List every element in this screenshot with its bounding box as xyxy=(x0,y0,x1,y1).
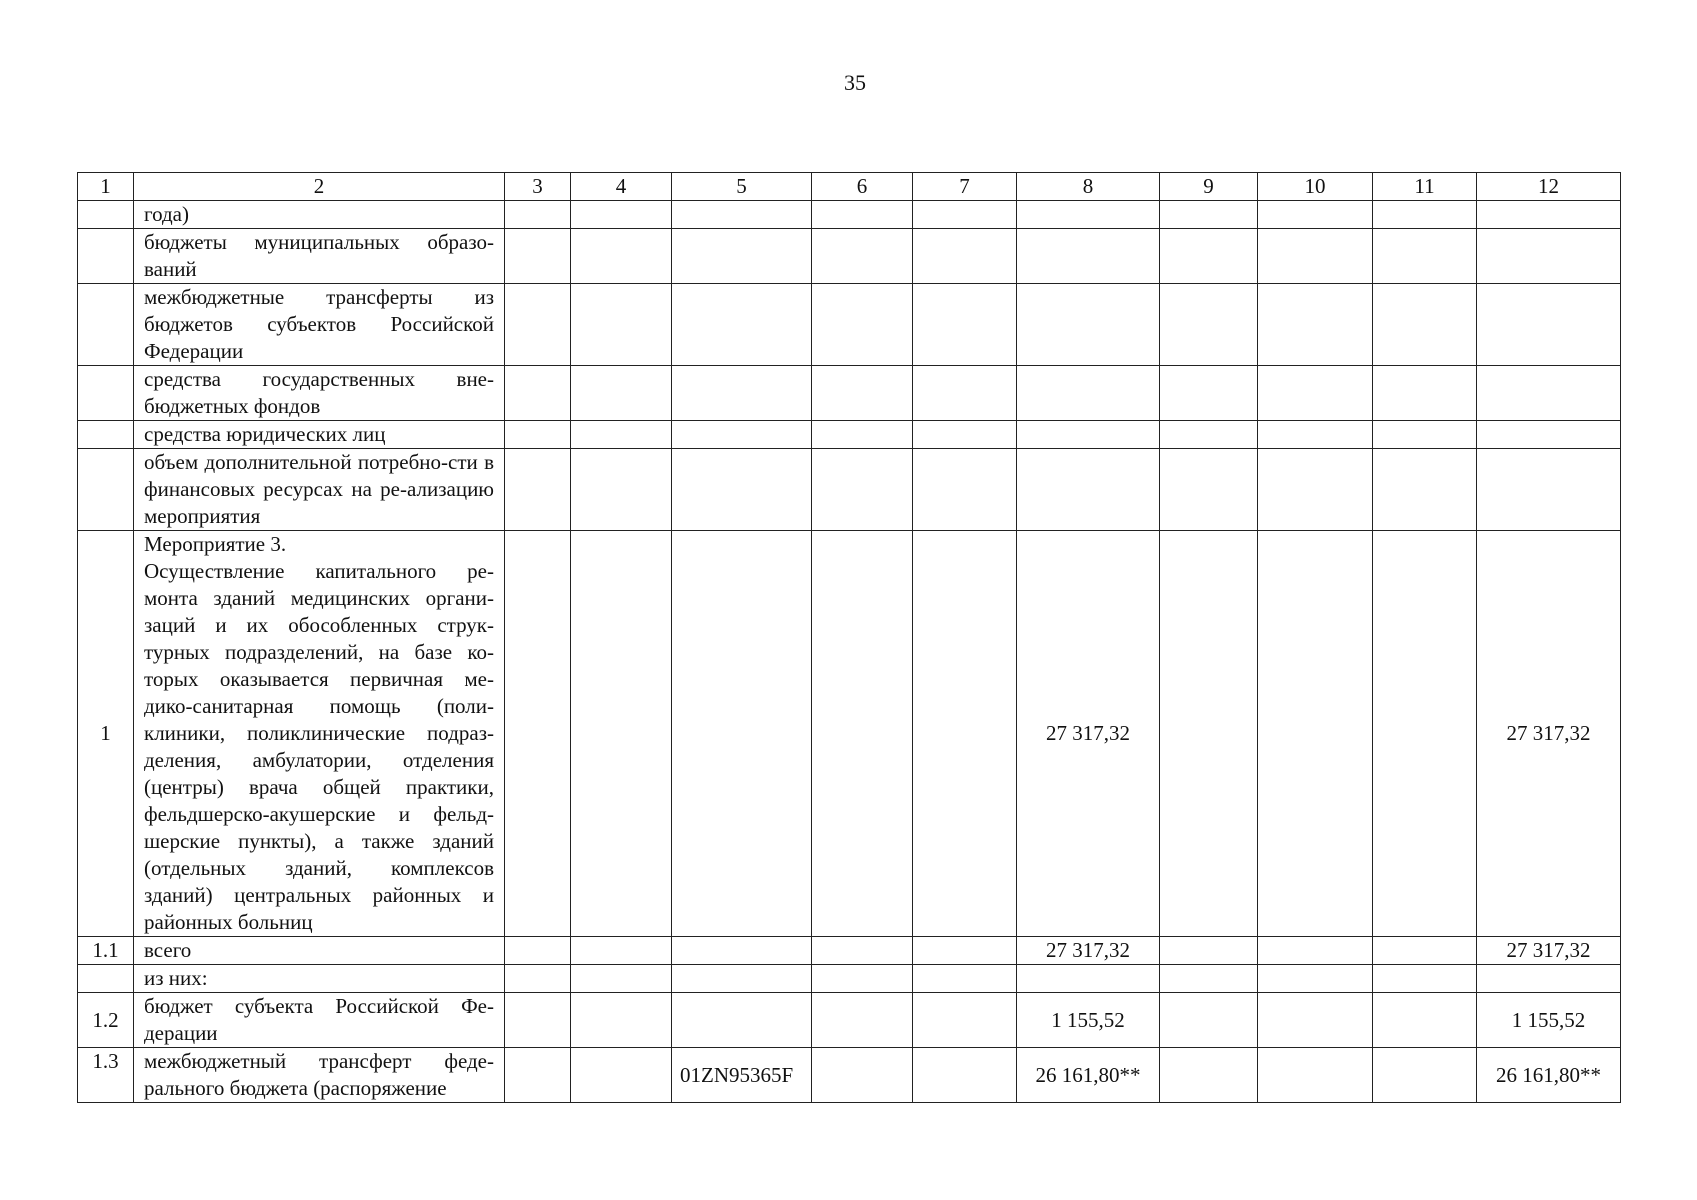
empty-cell xyxy=(1258,531,1373,937)
table-row xyxy=(78,449,1621,531)
row-description: всего xyxy=(134,937,505,965)
cell-col-8 xyxy=(1017,421,1160,449)
table-row xyxy=(78,965,1621,993)
empty-cell xyxy=(1160,229,1258,284)
row-description: бюджеты муниципальных образо-ваний xyxy=(134,229,505,284)
cell-col-5 xyxy=(672,531,812,937)
empty-cell xyxy=(812,229,913,284)
empty-cell xyxy=(1160,993,1258,1048)
row-description: из них: xyxy=(134,965,505,993)
row-description: Мероприятие 3. Осуществление капитального ре-монта зданий медицинских органи-заций и их обособленных струк-турных подразделений, на базе ко-торых оказывается первичная ме-дико-санитарная помощь (поли-клиники, поликлинические подраз-деления, амбулатории, отделения (центры) врача общей практики, фельдшерско-акушерские и фельд-шерские пункты), а также зданий (отдельных зданий, комплексов зданий) центральных районных и районных больниц xyxy=(134,531,505,937)
empty-cell xyxy=(1160,421,1258,449)
budget-table xyxy=(77,172,1621,1103)
cell-col-8 xyxy=(1017,201,1160,229)
table-row xyxy=(78,421,1621,449)
empty-cell xyxy=(1160,284,1258,366)
cell-col-8 xyxy=(1017,965,1160,993)
empty-cell xyxy=(812,937,913,965)
page-number: 35 xyxy=(844,70,866,95)
cell-col-8 xyxy=(1017,366,1160,421)
empty-cell xyxy=(913,284,1017,366)
empty-cell xyxy=(571,421,672,449)
cell-col-5 xyxy=(672,993,812,1048)
row-description: межбюджетные трансферты из бюджетов субъектов Российской Федерации xyxy=(134,284,505,366)
table-row xyxy=(78,229,1621,284)
row-index xyxy=(78,965,134,993)
empty-cell xyxy=(505,421,571,449)
empty-cell xyxy=(913,1048,1017,1103)
empty-cell xyxy=(913,449,1017,531)
empty-cell xyxy=(913,937,1017,965)
column-header: 9 xyxy=(1160,173,1258,201)
row-index xyxy=(78,229,134,284)
row-description: объем дополнительной потребно-сти в финансовых ресурсах на ре-ализацию мероприятия xyxy=(134,449,505,531)
empty-cell xyxy=(812,993,913,1048)
table-row xyxy=(78,284,1621,366)
empty-cell xyxy=(571,937,672,965)
cell-col-8 xyxy=(1017,229,1160,284)
table-row xyxy=(78,201,1621,229)
empty-cell xyxy=(1258,366,1373,421)
cell-col-12: 27 317,32 xyxy=(1477,531,1621,937)
row-index: 1.3 xyxy=(78,1048,134,1103)
cell-col-12 xyxy=(1477,421,1621,449)
empty-cell xyxy=(812,201,913,229)
cell-col-5 xyxy=(672,421,812,449)
cell-col-8 xyxy=(1017,449,1160,531)
cell-col-5 xyxy=(672,284,812,366)
empty-cell xyxy=(1160,1048,1258,1103)
column-header: 8 xyxy=(1017,173,1160,201)
empty-cell xyxy=(1373,201,1477,229)
empty-cell xyxy=(1258,284,1373,366)
column-header: 7 xyxy=(913,173,1017,201)
column-header: 2 xyxy=(134,173,505,201)
empty-cell xyxy=(1373,937,1477,965)
empty-cell xyxy=(505,937,571,965)
empty-cell xyxy=(913,229,1017,284)
empty-cell xyxy=(571,201,672,229)
empty-cell xyxy=(1160,937,1258,965)
empty-cell xyxy=(1258,965,1373,993)
table-row xyxy=(78,531,1621,937)
row-index xyxy=(78,284,134,366)
empty-cell xyxy=(1373,531,1477,937)
row-description: бюджет субъекта Российской Фе-дерации xyxy=(134,993,505,1048)
empty-cell xyxy=(812,421,913,449)
cell-col-5 xyxy=(672,449,812,531)
cell-col-8: 27 317,32 xyxy=(1017,531,1160,937)
empty-cell xyxy=(812,366,913,421)
cell-col-5 xyxy=(672,229,812,284)
empty-cell xyxy=(1373,449,1477,531)
cell-col-8: 27 317,32 xyxy=(1017,937,1160,965)
empty-cell xyxy=(1373,1048,1477,1103)
table-row xyxy=(78,366,1621,421)
column-header: 3 xyxy=(505,173,571,201)
empty-cell xyxy=(812,1048,913,1103)
row-index: 1.2 xyxy=(78,993,134,1048)
empty-cell xyxy=(1373,993,1477,1048)
column-header: 12 xyxy=(1477,173,1621,201)
column-header: 1 xyxy=(78,173,134,201)
empty-cell xyxy=(913,201,1017,229)
empty-cell xyxy=(812,284,913,366)
cell-col-5 xyxy=(672,366,812,421)
empty-cell xyxy=(1160,449,1258,531)
row-index xyxy=(78,201,134,229)
column-header: 10 xyxy=(1258,173,1373,201)
empty-cell xyxy=(1373,366,1477,421)
row-description: года) xyxy=(134,201,505,229)
cell-col-8: 26 161,80** xyxy=(1017,1048,1160,1103)
cell-col-12 xyxy=(1477,366,1621,421)
cell-col-12 xyxy=(1477,201,1621,229)
empty-cell xyxy=(1373,965,1477,993)
empty-cell xyxy=(1258,201,1373,229)
row-index: 1.1 xyxy=(78,937,134,965)
empty-cell xyxy=(571,366,672,421)
empty-cell xyxy=(1373,284,1477,366)
empty-cell xyxy=(505,531,571,937)
empty-cell xyxy=(505,965,571,993)
column-header: 6 xyxy=(812,173,913,201)
empty-cell xyxy=(1258,421,1373,449)
cell-col-12 xyxy=(1477,284,1621,366)
empty-cell xyxy=(571,993,672,1048)
empty-cell xyxy=(1160,366,1258,421)
empty-cell xyxy=(1258,229,1373,284)
empty-cell xyxy=(505,284,571,366)
empty-cell xyxy=(571,531,672,937)
empty-cell xyxy=(505,993,571,1048)
empty-cell xyxy=(812,965,913,993)
empty-cell xyxy=(913,421,1017,449)
empty-cell xyxy=(913,366,1017,421)
empty-cell xyxy=(505,366,571,421)
row-description: межбюджетный трансферт феде-рального бюджета (распоряжение xyxy=(134,1048,505,1103)
empty-cell xyxy=(812,449,913,531)
table-row xyxy=(78,937,1621,965)
table-row xyxy=(78,1048,1621,1103)
column-header: 4 xyxy=(571,173,672,201)
row-description: средства юридических лиц xyxy=(134,421,505,449)
cell-col-12: 27 317,32 xyxy=(1477,937,1621,965)
empty-cell xyxy=(913,965,1017,993)
table-row xyxy=(78,993,1621,1048)
empty-cell xyxy=(571,229,672,284)
empty-cell xyxy=(1258,449,1373,531)
cell-col-12: 1 155,52 xyxy=(1477,993,1621,1048)
cell-col-5 xyxy=(672,201,812,229)
empty-cell xyxy=(505,449,571,531)
column-header: 11 xyxy=(1373,173,1477,201)
cell-col-8 xyxy=(1017,284,1160,366)
row-index xyxy=(78,421,134,449)
empty-cell xyxy=(505,229,571,284)
cell-col-5: 01ZN95365F xyxy=(672,1048,812,1103)
cell-col-12 xyxy=(1477,229,1621,284)
empty-cell xyxy=(1373,229,1477,284)
header-row xyxy=(78,173,1621,201)
empty-cell xyxy=(1160,531,1258,937)
empty-cell xyxy=(571,1048,672,1103)
cell-col-5 xyxy=(672,937,812,965)
empty-cell xyxy=(1258,1048,1373,1103)
cell-col-5 xyxy=(672,965,812,993)
empty-cell xyxy=(1258,937,1373,965)
empty-cell xyxy=(1160,201,1258,229)
empty-cell xyxy=(812,531,913,937)
cell-col-12: 26 161,80** xyxy=(1477,1048,1621,1103)
cell-col-12 xyxy=(1477,965,1621,993)
row-description: средства государственных вне-бюджетных фондов xyxy=(134,366,505,421)
empty-cell xyxy=(1258,993,1373,1048)
empty-cell xyxy=(571,449,672,531)
empty-cell xyxy=(913,993,1017,1048)
empty-cell xyxy=(1160,965,1258,993)
cell-col-8: 1 155,52 xyxy=(1017,993,1160,1048)
row-index: 1 xyxy=(78,531,134,937)
column-header: 5 xyxy=(672,173,812,201)
empty-cell xyxy=(571,284,672,366)
empty-cell xyxy=(1373,421,1477,449)
row-index xyxy=(78,366,134,421)
empty-cell xyxy=(571,965,672,993)
empty-cell xyxy=(913,531,1017,937)
empty-cell xyxy=(505,1048,571,1103)
empty-cell xyxy=(505,201,571,229)
cell-col-12 xyxy=(1477,449,1621,531)
row-index xyxy=(78,449,134,531)
